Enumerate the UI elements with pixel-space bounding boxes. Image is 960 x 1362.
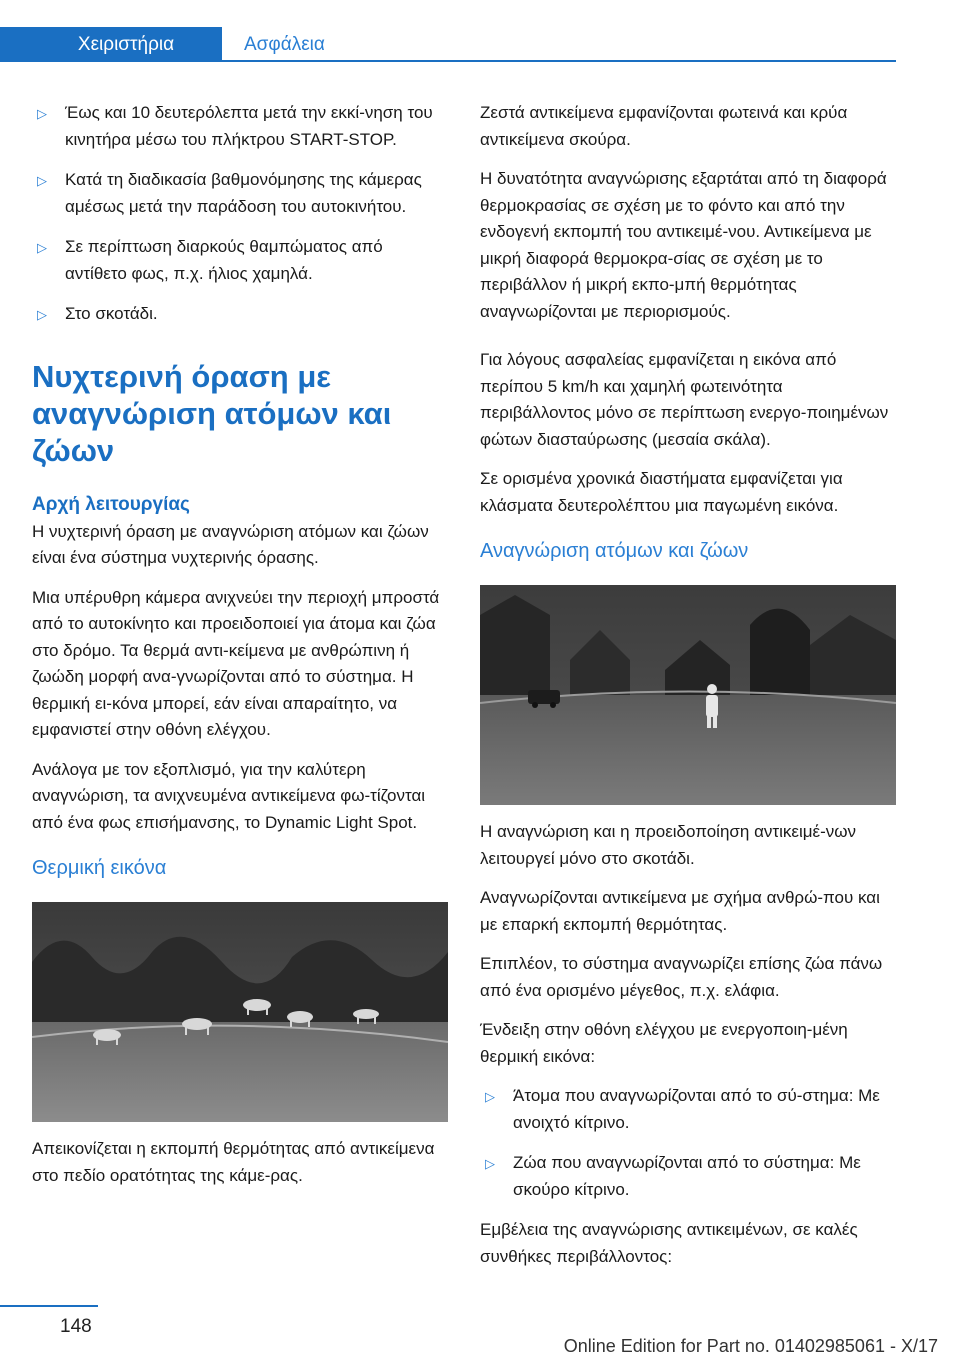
paragraph: Αναγνωρίζονται αντικείμενα με σχήμα ανθρώ-που και με επαρκή εκπομπή θερμότητας. xyxy=(480,888,880,934)
paragraph: Η δυνατότητα αναγνώρισης εξαρτάται από τη διαφορά θερμοκρασίας σε σχέση με το φόντο και από την ενδογενή εκπομπή του αντικειμέ-νου. Αντικείμενα με μικρή διαφορά θερμοκρα-σίας σε σχέση με το περιβάλλον ή μικρή εκπο-μπή θερμότητας αναγνωρίζονται με περιορισμούς. xyxy=(480,169,887,321)
tab-controls[interactable] xyxy=(0,27,222,62)
tab-safety[interactable] xyxy=(222,27,347,62)
header-divider xyxy=(0,60,896,62)
thermal-scene-illustration xyxy=(32,902,448,1122)
list-item: ▷ Άτομα που αναγνωρίζονται από το σύ-στημα: Με ανοιχτό κίτρινο. xyxy=(485,1086,880,1132)
tab-controls-label: Χειριστήρια xyxy=(77,33,175,55)
bullet-triangle-icon: ▷ xyxy=(37,106,47,121)
bullet-triangle-icon: ▷ xyxy=(37,173,47,188)
bullet-triangle-icon: ▷ xyxy=(37,307,47,322)
list-item: ▷ Κατά τη διαδικασία βαθμονόμησης της κάμερας αμέσως μετά την παράδοση του αυτοκινήτου. xyxy=(37,170,422,216)
figure-caption: Απεικονίζεται η εκπομπή θερμότητας από αντικείμενα στο πεδίο ορατότητας της κάμε-ρας. xyxy=(32,1139,435,1185)
page-number-rule xyxy=(0,1305,98,1307)
paragraph: Ζεστά αντικείμενα εμφανίζονται φωτεινά και κρύα αντικείμενα σκούρα. xyxy=(480,103,848,149)
header-tabs xyxy=(0,27,896,62)
recognition-figure xyxy=(480,585,896,805)
paragraph: Σε ορισμένα χρονικά διαστήματα εμφανίζεται για κλάσματα δευτερολέπτου μια παγωμένη εικόνα. xyxy=(480,469,843,515)
list-item: ▷ Έως και 10 δευτερόλεπτα μετά την εκκί-νηση του κινητήρα μέσω του πλήκτρου START-STOP. xyxy=(37,103,433,149)
paragraph: Η αναγνώριση και η προειδοποίηση αντικειμέ-νων λειτουργεί μόνο στο σκοτάδι. xyxy=(480,822,857,868)
tab-safety-label: Ασφάλεια xyxy=(244,33,325,55)
chapter-heading: Νυχτερινή όραση με αναγνώριση ατόμων και ζώων xyxy=(32,358,392,468)
paragraph: Εμβέλεια της αναγνώρισης αντικειμένων, σε καλές συνθήκες περιβάλλοντος: xyxy=(480,1220,858,1266)
paragraph: Η νυχτερινή όραση με αναγνώριση ατόμων και ζώων είναι ένα σύστημα νυχτερινής όρασης. xyxy=(32,521,429,567)
thermal-image-figure xyxy=(32,902,448,1122)
left-column xyxy=(32,100,448,1202)
paragraph: Επιπλέον, το σύστημα αναγνωρίζει επίσης ζώα πάνω από ένα ορισμένο μέγεθος, π.χ. ελάφια. xyxy=(480,954,883,1000)
paragraph: Ανάλογα με τον εξοπλισμό, για την καλύτερη αναγνώριση, τα ανιχνευμένα αντικείμενα φω-τίζονται από ένα φως επισήμανσης, το Dynamic Light Spot. xyxy=(32,759,426,832)
paragraph: Μια υπέρυθρη κάμερα ανιχνεύει την περιοχή μπροστά από το αυτοκίνητο και προειδοποιεί για άτομα και ζώα στο δρόμο. Τα θερμά αντι-κείμενα με ανθρώπινη ή ζωώδη μορφή ανα-γνωρίζονται από το σύστημα. Η θερμική ει-κόνα μπορεί, εάν είναι απαραίτητο, να εμφανιστεί στην οθόνη ελέγχου. xyxy=(32,587,440,739)
page-number: 148 xyxy=(60,1316,92,1337)
paragraph: Για λόγους ασφαλείας εμφανίζεται η εικόνα από περίπου 5 km/h και χαμηλή φωτεινότητα περιβάλλοντος μόνο σε περίπτωση ενεργο-ποιημένων φώτων διασταύρωσης (μεσαία σκάλα). xyxy=(480,350,889,449)
thermal-image-heading: Θερμική εικόνα xyxy=(32,857,167,879)
list-item: ▷ Σε περίπτωση διαρκούς θαμπώματος από αντίθετο φως, π.χ. ήλιος χαμηλά. xyxy=(37,237,383,283)
bullet-triangle-icon: ▷ xyxy=(37,240,47,255)
principle-subheading: Αρχή λειτουργίας xyxy=(32,493,190,515)
list-item: ▷ Στο σκοτάδι. xyxy=(32,301,448,328)
recognition-heading: Αναγνώριση ατόμων και ζώων xyxy=(480,540,749,562)
display-list xyxy=(480,1083,896,1203)
paragraph: Ένδειξη στην οθόνη ελέγχου με ενεργοποιη-μένη θερμική εικόνα: xyxy=(480,1020,848,1066)
edition-footer: Online Edition for Part no. 01402985061 - X/17 xyxy=(563,1336,938,1356)
conditions-list xyxy=(32,100,448,328)
bullet-triangle-icon: ▷ xyxy=(485,1156,495,1171)
bullet-triangle-icon: ▷ xyxy=(485,1089,495,1104)
list-item: ▷ Ζώα που αναγνωρίζονται από το σύστημα: Με σκούρο κίτρινο. xyxy=(485,1153,861,1199)
pedestrian-scene-illustration xyxy=(480,585,896,805)
right-column xyxy=(480,100,896,1283)
